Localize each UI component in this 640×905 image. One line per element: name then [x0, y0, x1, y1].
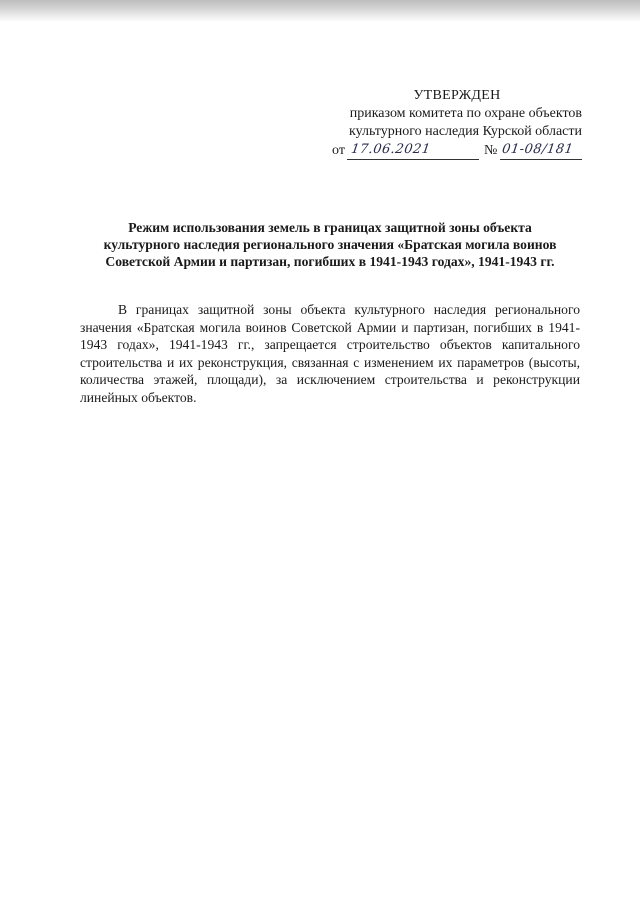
date-field [347, 142, 479, 160]
handwritten-number: 01-08/181 [501, 142, 575, 157]
approval-title: УТВЕРЖДЕН [413, 88, 501, 103]
heading-line-3: Советской Армии и партизан, погибших в 1941-1943 годах», 1941-1943 гг. [105, 254, 555, 269]
document-body [80, 301, 580, 406]
date-prefix: от [332, 143, 345, 158]
approval-order-line: приказом комитета по охране объектов [349, 106, 582, 121]
document-heading [80, 219, 580, 270]
approval-date-number-line [300, 142, 600, 160]
approval-committee-line: культурного наследия Курской области [348, 124, 582, 139]
number-field [500, 142, 582, 160]
handwritten-date: 17.06.2021 [350, 142, 432, 157]
body-paragraph: В границах защитной зоны объекта культурного наследия регионального значения «Братская могила воинов Советской Армии и партизан, погибших в 1941-1943 годах», 1941-1943 гг., запрещается строительство объектов капитального строительства и их реконструкция, связанная с изменением их параметров (высоты, количества этажей, площади), за исключением строительства и реконструкции линейных объектов. [80, 302, 580, 405]
scan-edge-shadow [0, 0, 640, 22]
number-prefix: № [484, 143, 498, 158]
heading-line-2: культурного наследия регионального значения «Братская могила воинов [103, 237, 557, 252]
heading-line-1: Режим использования земель в границах защитной зоны объекта [128, 220, 532, 235]
approval-block [300, 87, 600, 160]
